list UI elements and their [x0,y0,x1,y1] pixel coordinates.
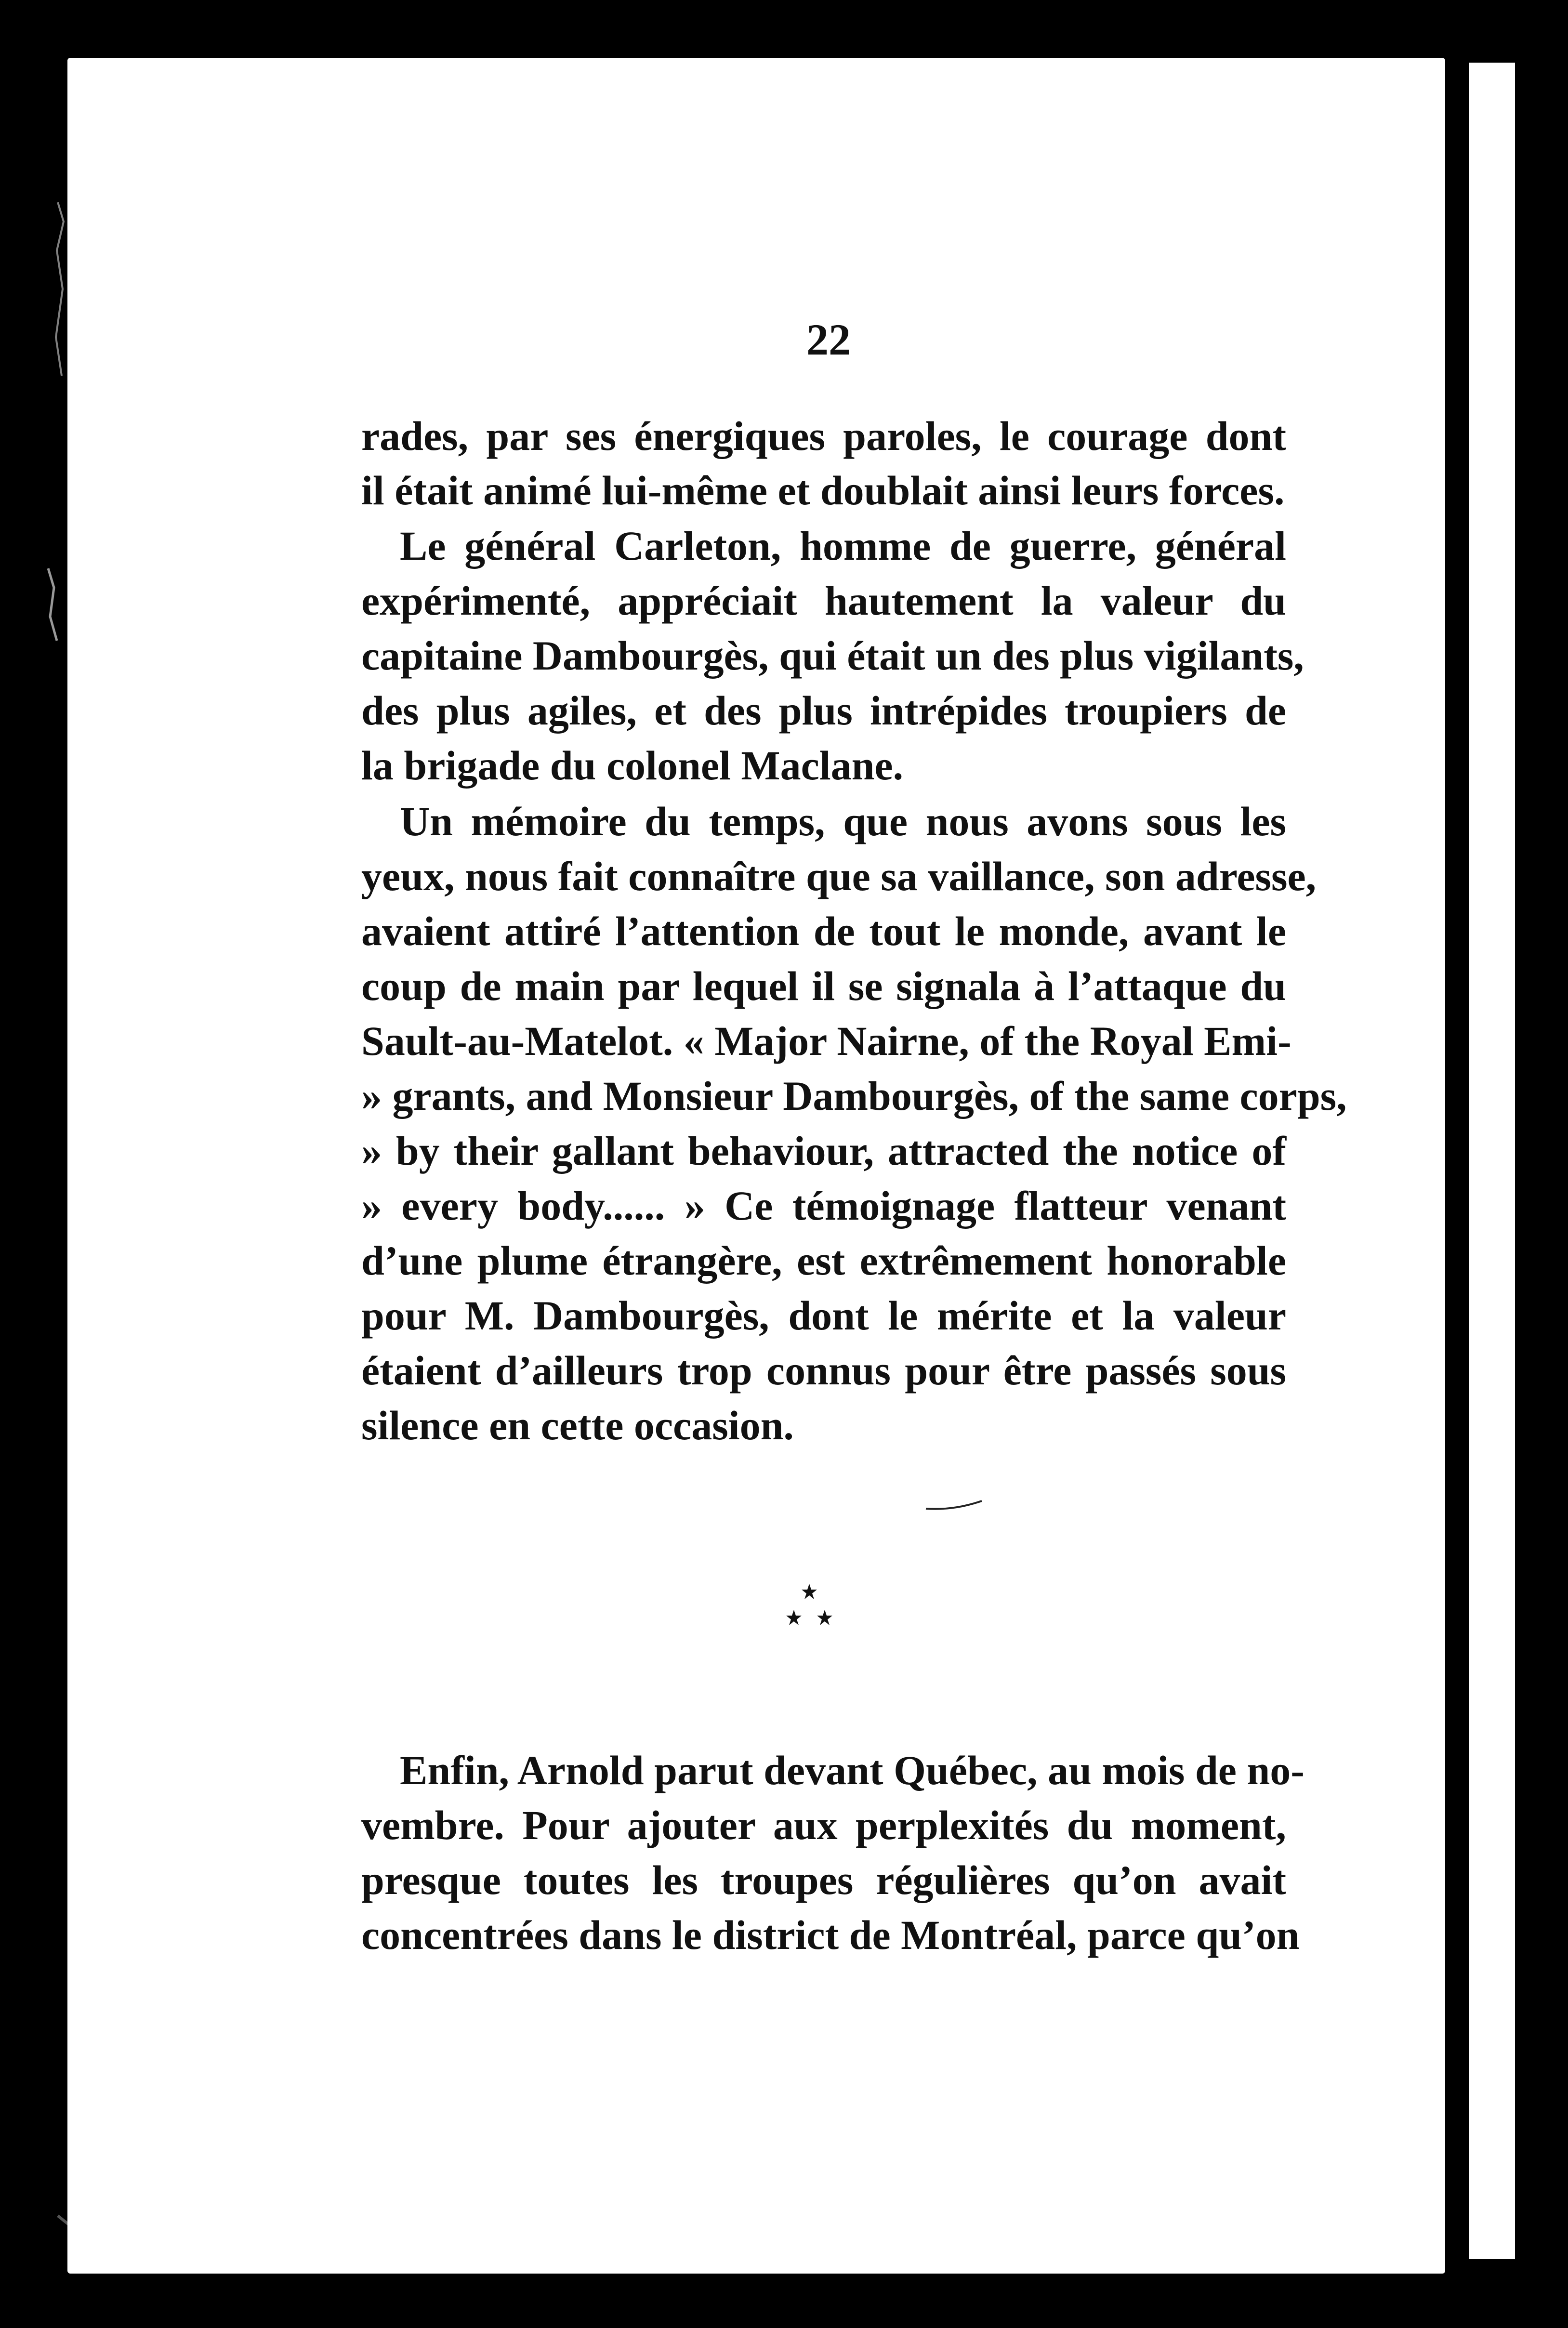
text-line: capitaine Dambourgès, qui était un des plus vigilants, [361,632,1304,679]
text-line: avaient attiré l’attention de tout le monde, avant le [361,908,1286,954]
text-line: il était animé lui-même et doublait ainsi leurs forces. [361,467,1285,513]
text-line: la brigade du colonel Maclane. [361,742,904,789]
text-line: pour M. Dambourgès, dont le mérite et la valeur [361,1292,1286,1339]
page-number: 22 [806,315,851,364]
text-line: Enfin, Arnold parut devant Québec, au mois de no- [400,1747,1304,1793]
text-line: Le général Carleton, homme de guerre, général [400,523,1286,569]
text-line: rades, par ses énergiques paroles, le courage dont [361,413,1286,459]
text-line: coup de main par lequel il se signala à l’attaque du [361,963,1286,1009]
text-line: » by their gallant behaviour, attracted the notice of [361,1128,1286,1174]
text-line: presque toutes les troupes régulières qu’on avait [361,1857,1286,1903]
text-line: des plus agiles, et des plus intrépides troupiers de [361,687,1286,734]
text-line: d’une plume étrangère, est extrêmement honorable [361,1237,1286,1284]
text-line: concentrées dans le district de Montréal, parce qu’on [361,1912,1300,1958]
text-line: yeux, nous fait connaître que sa vaillance, son adresse, [361,853,1317,899]
text-line: étaient d’ailleurs trop connus pour être passés sous [361,1347,1286,1394]
text-line: » every body...... » Ce témoignage flatteur venant [361,1183,1286,1229]
asterism-icon [780,1580,838,1638]
text-line: Sault-au-Matelot. « Major Nairne, of the Royal Emi- [361,1018,1291,1064]
text-line: Un mémoire du temps, que nous avons sous les [400,798,1286,844]
text-line: vembre. Pour ajouter aux perplexités du moment, [361,1802,1286,1848]
text-line: silence en cette occasion. [361,1402,794,1448]
text-line: expérimenté, appréciait hautement la valeur du [361,578,1286,624]
stray-mark [925,1498,983,1513]
text-line: » grants, and Monsieur Dambourgès, of the same corps, [361,1073,1347,1119]
